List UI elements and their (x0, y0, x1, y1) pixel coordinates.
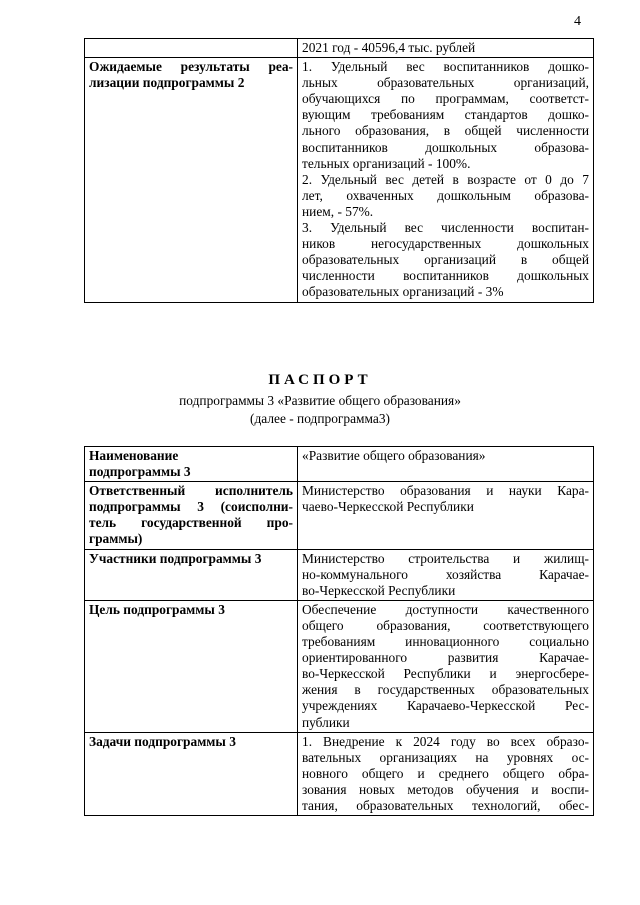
text-line: воспитанников дошкольных образова- (302, 139, 589, 155)
page-number: 4 (574, 14, 581, 29)
text-line: подпрограммы 3 (соисполни- (89, 499, 293, 515)
text-line: учреждениях Карачаево-Черкесской Рес- (302, 698, 589, 714)
text-line: Министерство строительства и жилищ- (302, 550, 589, 566)
text-line: во-Черкесской Республики и энергосбере- (302, 666, 589, 682)
expected-results-label-cell (85, 58, 298, 302)
expected-results-label-line: лизации подпрограммы 2 (89, 75, 245, 91)
passport-subtitle-note: (далее - подпрограмма3) (250, 411, 390, 426)
text-line: Ответственный исполнитель (89, 483, 293, 499)
responsible-executor-label-cell (85, 482, 298, 549)
tasks-label-cell (85, 732, 298, 815)
subprogram3-passport-table (84, 446, 594, 816)
goal-value-cell (298, 600, 594, 732)
text-line: образовательных организаций в общей (302, 252, 589, 268)
text-line: 2. Удельный вес детей в возрасте от 0 до 7 (302, 171, 589, 187)
text-line: обучающихся по программам, соответст- (302, 91, 589, 107)
text-line: вательных организациях на уровнях ос- (302, 749, 589, 765)
text-line: тания, образовательных технологий, обес- (302, 797, 589, 813)
name-label-cell (85, 447, 298, 482)
participants-value-cell (298, 549, 594, 600)
text-line: Наименование (89, 448, 179, 463)
subprogram2-passport-table-continued (84, 38, 594, 303)
text-line: образовательных организаций - 3% (302, 284, 504, 300)
name-value-cell (298, 447, 594, 482)
text-line: вующим требованиям стандартов дошко- (302, 107, 589, 123)
text-line: льных образовательных организаций, (302, 75, 589, 91)
text-line: граммы) (89, 531, 143, 547)
text-line: новного общего и среднего общего обра- (302, 765, 589, 781)
text-line: нием, - 57%. (302, 203, 374, 219)
text-line: Обеспечение доступности качественного (302, 601, 589, 617)
text-line: Участники подпрограммы 3 (89, 550, 262, 566)
text-line: во-Черкесской Республики (302, 582, 456, 598)
text-line: подпрограммы 3 (89, 464, 191, 480)
text-line: жения в государственных образовательных (302, 682, 589, 698)
text-line: численности воспитанников дошкольных (302, 268, 589, 284)
text-line: льного образования, в общей численности (302, 123, 589, 139)
passport-title: ПАСПОРТ (268, 372, 372, 388)
text-line: тель государственной про- (89, 515, 293, 531)
funding-label-cell (85, 39, 298, 58)
text-line: зования новых методов обучения и воспи- (302, 781, 589, 797)
result-item-3 (302, 220, 589, 300)
text-line: чаево-Черкесской Республики (302, 499, 474, 515)
table-row-expected-results (85, 58, 594, 302)
text-line: но-коммунального хозяйства Карачае- (302, 566, 589, 582)
responsible-executor-value-cell (298, 482, 594, 549)
participants-label-cell (85, 549, 298, 600)
table-row-participants (85, 549, 594, 600)
text-line: лет, охваченных дошкольным образова- (302, 187, 589, 203)
table-row-funding (85, 39, 594, 58)
text-line: тельных организаций - 100%. (302, 155, 471, 171)
passport-subtitle: подпрограммы 3 «Развитие общего образования» (179, 393, 461, 408)
text-line: 3. Удельный вес численности воспитан- (302, 220, 589, 236)
result-item-2 (302, 172, 589, 220)
text-line: «Развитие общего образования» (302, 448, 486, 463)
text-line: общего образования, соответствующего (302, 617, 589, 633)
goal-label-cell (85, 600, 298, 732)
text-line: Цель подпрограммы 3 (89, 601, 225, 617)
table-row-name (85, 447, 594, 482)
text-line: Министерство образования и науки Кара- (302, 483, 589, 499)
text-line: требованиям инновационного социально (302, 634, 589, 650)
expected-results-value-cell (298, 58, 594, 302)
text-line: публики (302, 714, 350, 730)
text-line: 1. Удельный вес воспитанников дошко- (302, 59, 589, 75)
text-line: 1. Внедрение к 2024 году во всех образо- (302, 733, 589, 749)
funding-value-line: 2021 год - 40596,4 тыс. рублей (302, 40, 476, 55)
expected-results-label-line: Ожидаемые результаты реа- (89, 59, 293, 75)
text-line: ориентированного развития Карачае- (302, 650, 589, 666)
text-line: Задачи подпрограммы 3 (89, 733, 236, 749)
table-row-responsible-executor (85, 482, 594, 549)
result-item-1 (302, 59, 589, 172)
tasks-value-cell (298, 732, 594, 815)
funding-value-cell (298, 39, 594, 58)
table-row-goal (85, 600, 594, 732)
text-line: ников негосударственных дошкольных (302, 236, 589, 252)
table-row-tasks (85, 732, 594, 815)
